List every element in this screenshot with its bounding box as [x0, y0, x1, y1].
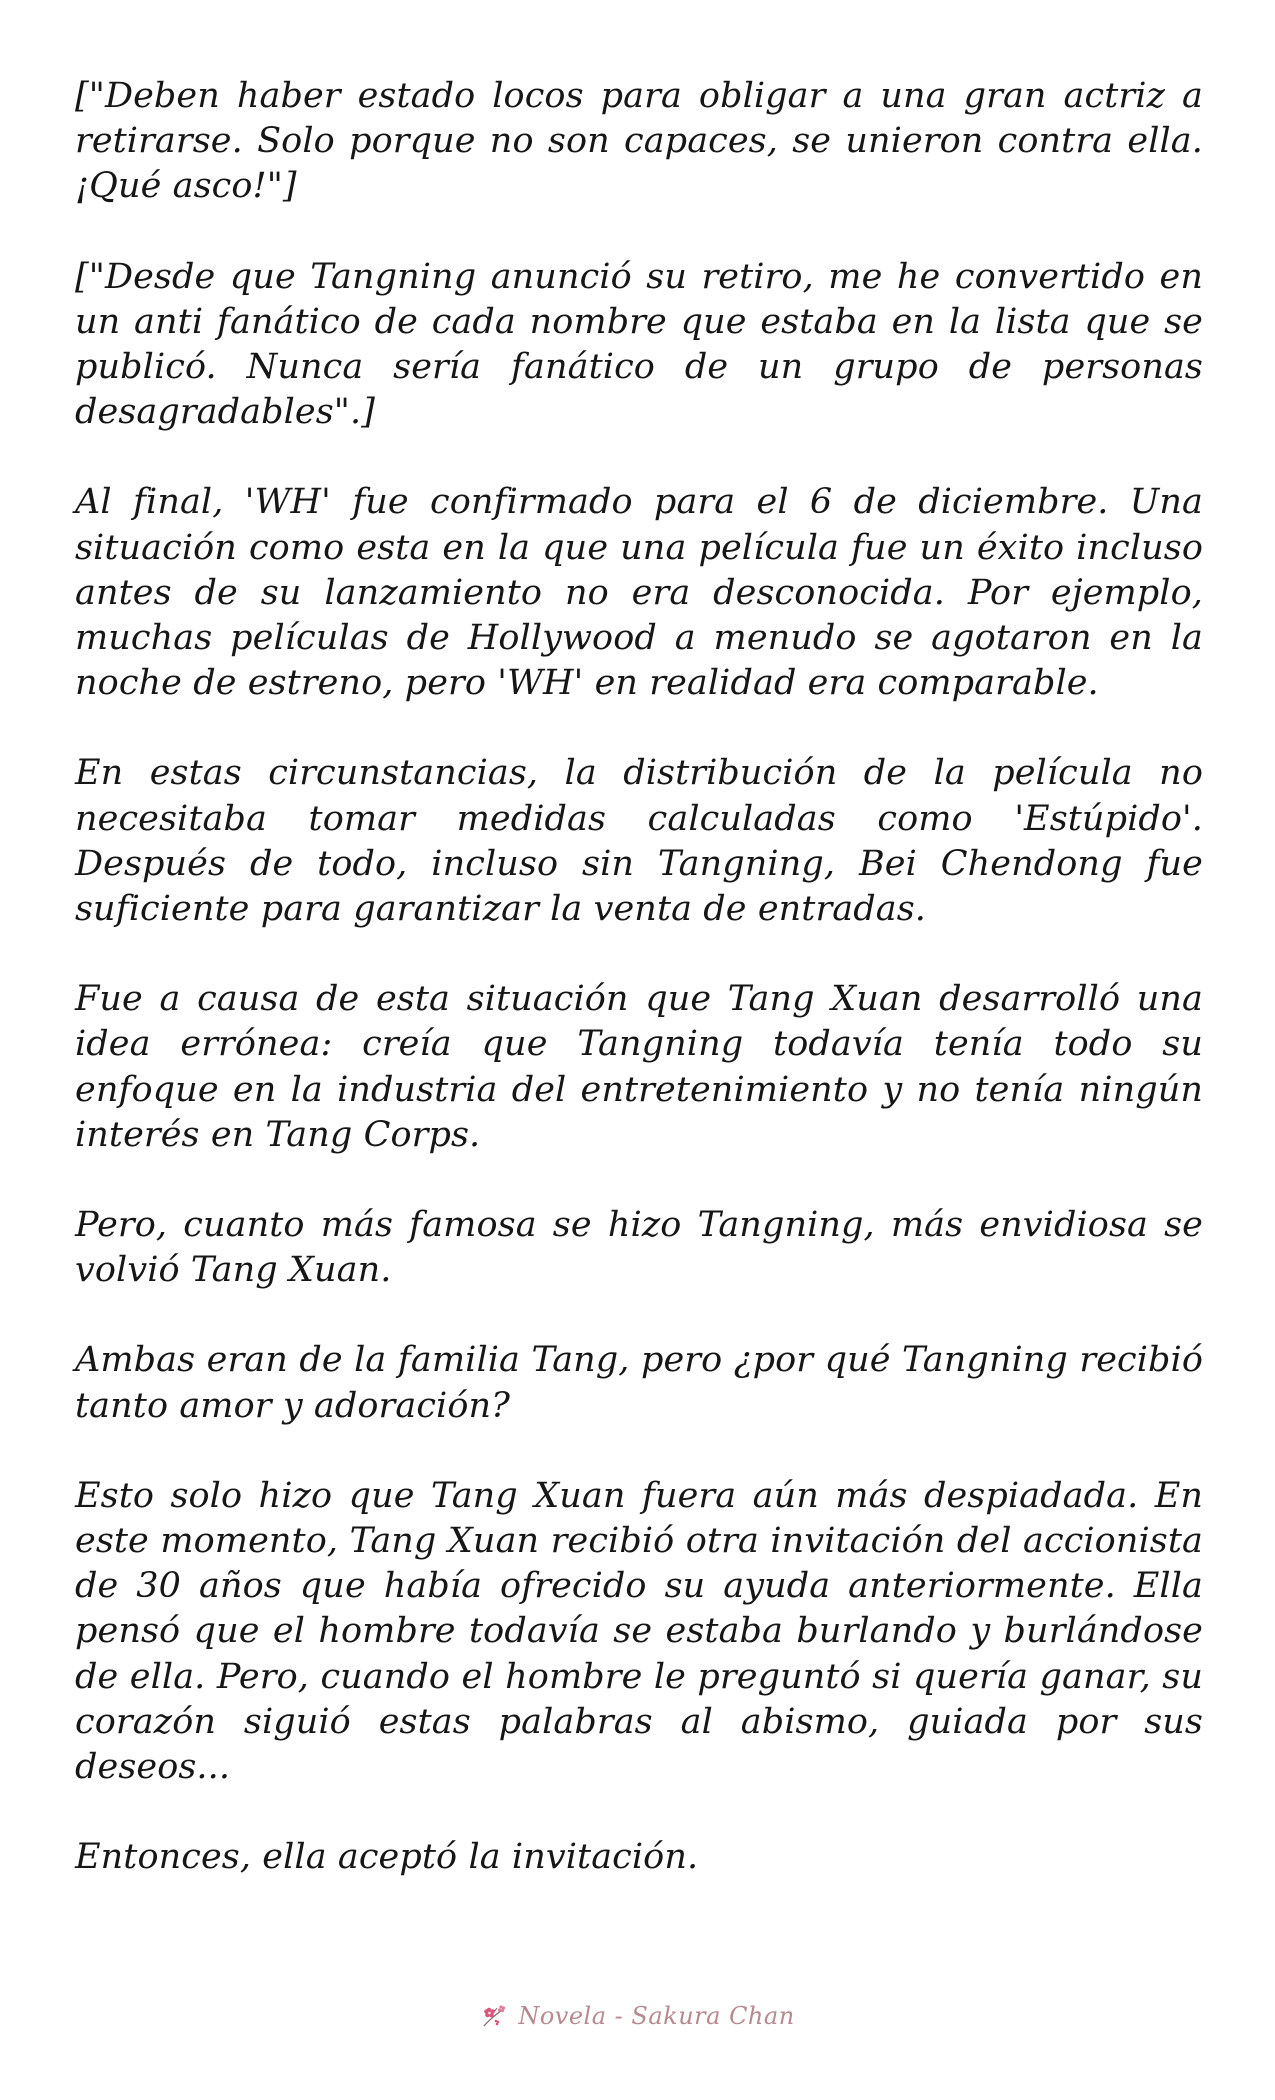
paragraph-comment-1: ["Deben haber estado locos para obligar a una gran actriz a retirarse. Solo porque no son capaces, se unieron contra ella. ¡Qué asco!"] — [75, 76, 1203, 207]
chapter-text — [75, 74, 1203, 1926]
cherry-blossom-icon — [480, 2002, 510, 2030]
paragraph-invitation: Esto solo hizo que Tang Xuan fuera aún más despiadada. En este momento, Tang Xuan recibió otra invitación del accionista de 30 años que había ofrecido su ayuda anteriormente. Ella pensó que el hombre todavía se estaba burlando y burlándose de ella. Pero, cuando el hombre le preguntó si quería ganar, su corazón siguió estas palabras al abismo, guiada por sus deseos... — [75, 1475, 1203, 1788]
paragraph-acceptance: Entonces, ella aceptó la invitación. — [75, 1837, 699, 1878]
paragraph-distribution: En estas circunstancias, la distribución de la película no necesitaba tomar medidas calculadas como 'Estúpido'. Después de todo, incluso sin Tangning, Bei Chendong fue suficiente para garantizar la venta de entradas. — [75, 753, 1203, 930]
footer-brand — [480, 2002, 794, 2030]
paragraph-envy: Pero, cuanto más famosa se hizo Tangning, más envidiosa se volvió Tang Xuan. — [75, 1205, 1203, 1291]
footer-label: Novela - Sakura Chan — [518, 2002, 795, 2030]
footer-watermark — [0, 1996, 1275, 2036]
paragraph-family: Ambas eran de la familia Tang, pero ¿por qué Tangning recibió tanto amor y adoración? — [75, 1340, 1203, 1426]
paragraph-release-date: Al final, 'WH' fue confirmado para el 6 de diciembre. Una situación como esta en la que una película fue un éxito incluso antes de su lanzamiento no era desconocida. Por ejemplo, muchas películas de Hollywood a menudo se agotaron en la noche de estreno, pero 'WH' en realidad era comparable. — [75, 482, 1203, 704]
paragraph-misconception: Fue a causa de esta situación que Tang Xuan desarrolló una idea errónea: creía que Tangning todavía tenía todo su enfoque en la industria del entretenimiento y no tenía ningún interés en Tang Corps. — [75, 979, 1203, 1155]
paragraph-comment-2: ["Desde que Tangning anunció su retiro, me he convertido en un anti fanático de cada nombre que estaba en la lista que se publicó. Nunca sería fanático de un grupo de personas desagradables".] — [75, 256, 1203, 433]
